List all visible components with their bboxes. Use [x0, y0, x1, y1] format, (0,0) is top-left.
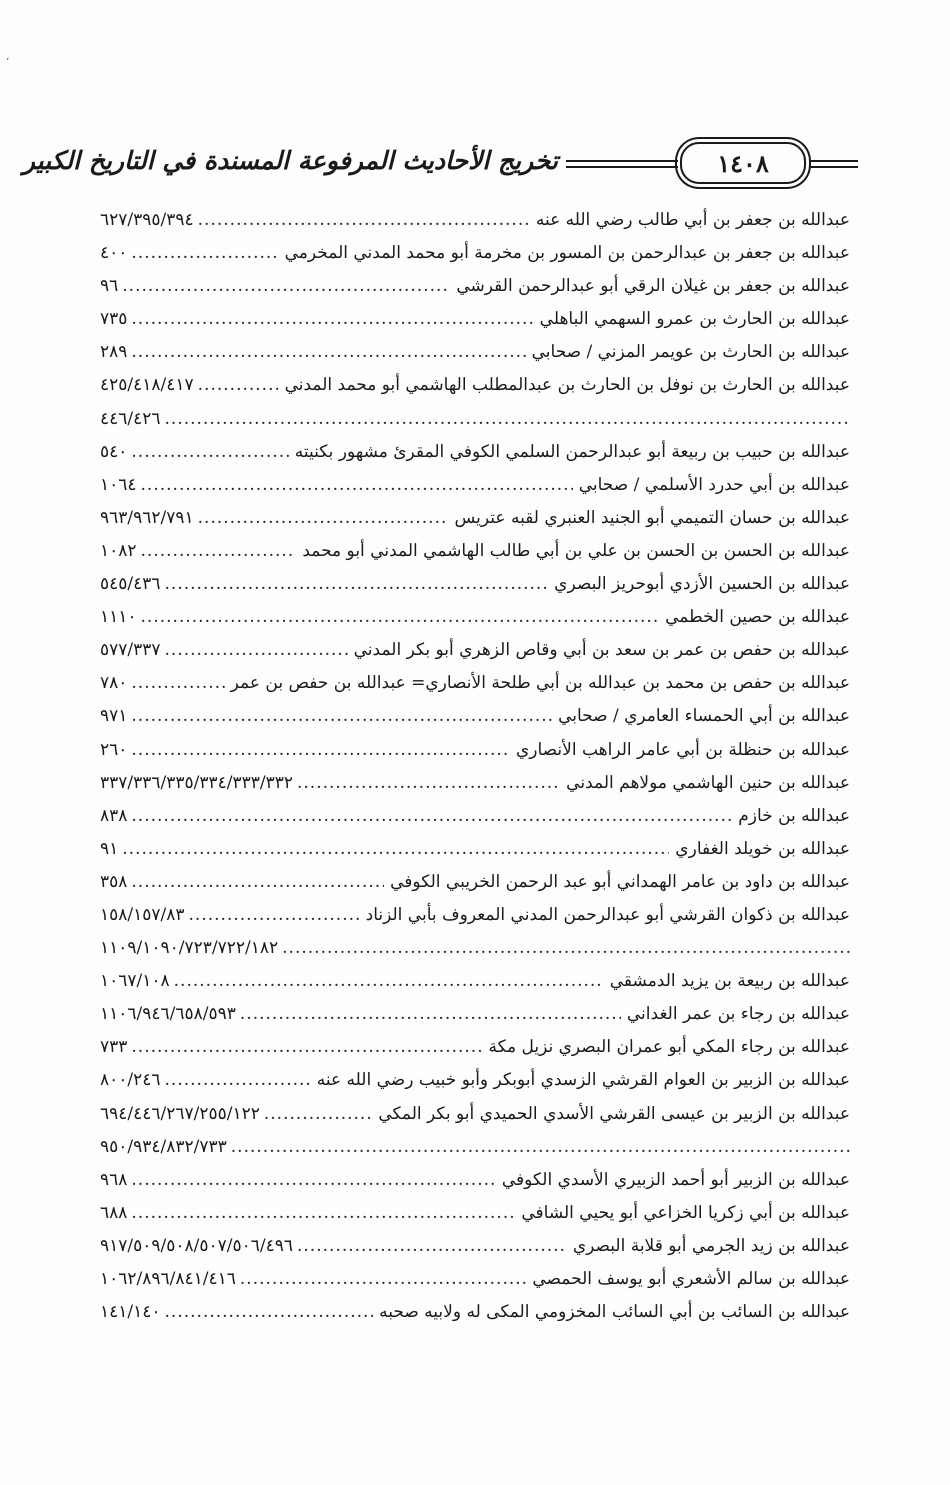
- dot-leader: [297, 1230, 567, 1263]
- index-entry: [100, 469, 850, 502]
- index-entry: [100, 237, 850, 270]
- entry-refs: ٩٦٨: [100, 1169, 128, 1190]
- dot-leader: [240, 1263, 526, 1296]
- index-entry: [100, 601, 850, 634]
- entry-name: عبدالله بن حفص بن عمر بن سعد بن أبي وقاص الزهري أبو بكر المدني: [353, 640, 850, 661]
- entry-name: عبدالله بن جعفر بن أبي طالب رضي الله عنه: [535, 210, 850, 230]
- dot-leader: [131, 1197, 515, 1230]
- dot-leader: [131, 303, 533, 336]
- entry-refs: ٦٩٤/٤٤٦/٢٦٧/٢٥٥/١٢٢: [100, 1103, 260, 1124]
- dot-leader: [240, 998, 621, 1031]
- entry-refs: ٩١٧/٥٠٩/٥٠٨/٥٠٧/٥٠٦/٤٩٦: [100, 1235, 293, 1256]
- entry-name: عبدالله بن حفص بن محمد بن عبدالله بن أبي طلحة الأنصاري= عبدالله بن حفص بن عمر: [230, 673, 850, 694]
- index-entry: [100, 1164, 850, 1197]
- entry-name: عبدالله بن الحسين الأزدي أبوحريز البصري: [554, 574, 850, 595]
- dot-leader: [165, 403, 850, 436]
- dot-leader: [131, 336, 525, 369]
- running-title: تخريج الأحاديث المرفوعة المسندة في التاريخ الكبير: [22, 146, 558, 175]
- index-entry: [100, 568, 850, 601]
- entry-name: عبدالله بن حنظلة بن أبي عامر الراهب الأنصاري: [515, 739, 850, 760]
- entry-refs: ١٠٨٢: [100, 540, 137, 561]
- entry-name: عبدالله بن جعفر بن غيلان الرقي أبو عبدالرحمن القرشي: [456, 276, 850, 297]
- index-entry: [100, 1296, 850, 1329]
- entry-name: عبدالله بن حنين الهاشمي مولاهم المدني: [566, 772, 850, 793]
- index-entry: [100, 965, 850, 998]
- entry-refs: ٩٥٠/٩٣٤/٨٣٢/٧٣٣: [100, 1136, 227, 1157]
- dot-leader: [131, 667, 224, 700]
- entry-name: عبدالله بن السائب بن أبي السائب المخزومي المكى له ولابيه صحبه: [379, 1302, 850, 1323]
- dot-leader: [165, 1064, 311, 1097]
- entry-refs: ٨٠٠/٢٤٦: [100, 1070, 161, 1091]
- dot-leader: [131, 866, 384, 899]
- dot-leader: [131, 700, 552, 733]
- entry-refs: ٢٦٠: [100, 739, 128, 760]
- entry-name: عبدالله بن أبي الحمساء العامري / صحابي: [558, 706, 850, 727]
- index-entry: [100, 767, 850, 800]
- entry-refs: ٦٨٨: [100, 1202, 128, 1223]
- entry-name: عبدالله بن حسان التميمي أبو الجنيد العنبري لقبه عتريس: [454, 507, 850, 528]
- dot-leader: [131, 1164, 495, 1197]
- index-entry: [100, 734, 850, 767]
- entry-name: عبدالله بن أبي حدرد الأسلمي / صحابي: [578, 474, 850, 495]
- index-entry: [100, 1064, 850, 1097]
- dot-leader: [198, 369, 279, 402]
- entry-name: عبدالله بن داود بن عامر الهمداني أبو عبد الرحمن الخريبي الكوفي: [390, 871, 850, 892]
- index-entry: [100, 899, 850, 932]
- entry-refs: ١٠٦٧/١٠٨: [100, 971, 170, 992]
- entry-refs: ٧٣٥: [100, 309, 128, 330]
- dot-leader: [165, 634, 348, 667]
- entry-refs: ٩٦: [100, 276, 119, 297]
- page-number-badge: [680, 142, 806, 184]
- dot-leader: [141, 469, 573, 502]
- entry-refs: ٧٨٠: [100, 673, 128, 694]
- dot-leader: [131, 436, 288, 469]
- entry-refs: ٣٣٧/٣٣٦/٣٣٥/٣٣٤/٣٣٣/٣٣٢: [100, 772, 293, 793]
- entry-refs: ٣٥٨: [100, 871, 128, 892]
- entry-refs: ١١٠٩/١٠٩٠/٧٢٣/٧٢٢/١٨٢: [100, 938, 279, 959]
- index-entry: [100, 1031, 850, 1064]
- index-entry: [100, 700, 850, 733]
- index-entry: [100, 833, 850, 866]
- dot-leader: [141, 601, 660, 634]
- index-entry: [100, 800, 850, 833]
- index-entry: [100, 1263, 850, 1296]
- dot-leader: [131, 734, 510, 767]
- dot-leader: [264, 1098, 372, 1131]
- entry-name: عبدالله بن جعفر بن عبدالرحمن بن المسور بن مخرمة أبو محمد المدني المخرمي: [284, 243, 850, 264]
- entry-refs: ٩١: [100, 838, 119, 859]
- entry-refs: ١١١٠: [100, 607, 137, 628]
- dot-leader: [131, 237, 278, 270]
- entry-name: عبدالله بن سالم الأشعري أبو يوسف الحمصي: [532, 1269, 850, 1289]
- entry-refs: ١٠٦٢/٨٩٦/٨٤١/٤١٦: [100, 1269, 236, 1289]
- entry-refs: ٢٨٩: [100, 342, 128, 363]
- index-entry-continuation: [100, 403, 850, 436]
- entry-refs: ٧٣٣: [100, 1037, 128, 1058]
- entry-name: عبدالله بن زيد الجرمي أبو قلابة البصري: [572, 1235, 850, 1256]
- entry-name: عبدالله بن الحارث بن عمرو السهمي الباهلي: [539, 309, 850, 330]
- entry-refs: ١٤١/١٤٠: [100, 1302, 161, 1323]
- entry-refs: ٥٤٥/٤٣٦: [100, 574, 161, 595]
- entry-refs: ٤٠٠: [100, 243, 128, 264]
- dot-leader: [165, 568, 549, 601]
- index-entry: [100, 667, 850, 700]
- dot-leader: [198, 204, 530, 237]
- dot-leader: [282, 932, 850, 965]
- index-entry: [100, 1230, 850, 1263]
- index-entry: [100, 303, 850, 336]
- entry-name: عبدالله بن الزبير بن العوام القرشي الزسدي أبوبكر وأبو خبيب رضي الله عنه: [316, 1070, 850, 1091]
- dot-leader: [198, 502, 449, 535]
- index-entry: [100, 535, 850, 568]
- page-number: ١٤٠٨: [717, 148, 769, 178]
- index-entry-continuation: [100, 1131, 850, 1164]
- entry-name: عبدالله بن خازم: [738, 805, 850, 826]
- dot-leader: [122, 833, 669, 866]
- entry-name: عبدالله بن ذكوان القرشي أبو عبدالرحمن المدني المعروف بأبي الزناد: [365, 904, 850, 925]
- entry-refs: ٥٧٧/٣٣٧: [100, 640, 161, 661]
- page-header: [22, 140, 858, 192]
- header-rule-left: [566, 160, 678, 172]
- dot-leader: [297, 767, 560, 800]
- index-entry: [100, 1197, 850, 1230]
- index-entry: [100, 634, 850, 667]
- entry-name: عبدالله بن الحسن بن الحسن بن علي بن أبي طالب الهاشمي المدني أبو محمد: [302, 540, 850, 561]
- entry-name: عبدالله بن رجاء المكي أبو عمران البصري نزيل مكة: [488, 1037, 850, 1058]
- entry-name: عبدالله بن رجاء بن عمر الغداني: [626, 1004, 850, 1025]
- entry-name: عبدالله بن الزبير بن عيسى القرشي الأسدي الحميدي أبو بكر المكي: [378, 1103, 850, 1124]
- dot-leader: [122, 270, 450, 303]
- entry-refs: ١١٠٦/٩٤٦/٦٥٨/٥٩٣: [100, 1004, 236, 1025]
- entry-name: عبدالله بن حبيب بن ربيعة أبو عبدالرحمن السلمي الكوفي المقرئ مشهور بكنيته: [294, 441, 850, 462]
- margin-mark: ،: [6, 52, 10, 63]
- dot-leader: [131, 800, 732, 833]
- entry-name: عبدالله بن الحارث بن عويمر المزني / صحابي: [531, 342, 850, 363]
- dot-leader: [131, 1031, 482, 1064]
- entry-refs: ٩٦٣/٩٦٢/٧٩١: [100, 507, 194, 528]
- entry-refs: ٥٤٠: [100, 441, 128, 462]
- entry-refs: ٤٢٥/٤١٨/٤١٧: [100, 375, 194, 396]
- index-entry: [100, 336, 850, 369]
- entry-refs: ٤٤٦/٤٢٦: [100, 408, 161, 429]
- dot-leader: [189, 899, 360, 932]
- entry-name: عبدالله بن ربيعة بن يزيد الدمشقي: [609, 971, 850, 992]
- index-entry: [100, 502, 850, 535]
- index-entry: [100, 998, 850, 1031]
- dot-leader: [231, 1131, 850, 1164]
- header-rule-right: [810, 160, 858, 172]
- entry-refs: ٨٣٨: [100, 805, 128, 826]
- entry-name: عبدالله بن خويلد الغفاري: [675, 838, 850, 859]
- entry-refs: ٦٢٧/٣٩٥/٣٩٤: [100, 210, 194, 230]
- dot-leader: [174, 965, 604, 998]
- entry-name: عبدالله بن الحارث بن نوفل بن الحارث بن عبدالمطلب الهاشمي أبو محمد المدني: [284, 375, 850, 396]
- entry-name: عبدالله بن حصين الخطمي: [665, 607, 850, 628]
- entry-refs: ١٥٨/١٥٧/٨٣: [100, 904, 185, 925]
- entry-refs: ١٠٦٤: [100, 474, 137, 495]
- index-entry: [100, 436, 850, 469]
- index-entry-continuation: [100, 932, 850, 965]
- dot-leader: [141, 535, 297, 568]
- index-entry: [100, 369, 850, 402]
- index-entry: [100, 866, 850, 899]
- index-entry: [100, 270, 850, 303]
- index-entry: [100, 1098, 850, 1131]
- index-entry: [100, 204, 850, 237]
- entry-name: عبدالله بن الزبير أبو أحمد الزبيري الأسدي الكوفي: [501, 1169, 850, 1190]
- index-entries: [100, 204, 850, 1329]
- entry-refs: ٩٧١: [100, 706, 128, 727]
- entry-name: عبدالله بن أبي زكريا الخزاعي أبو يحيي الشافي: [521, 1202, 850, 1223]
- dot-leader: [165, 1296, 374, 1329]
